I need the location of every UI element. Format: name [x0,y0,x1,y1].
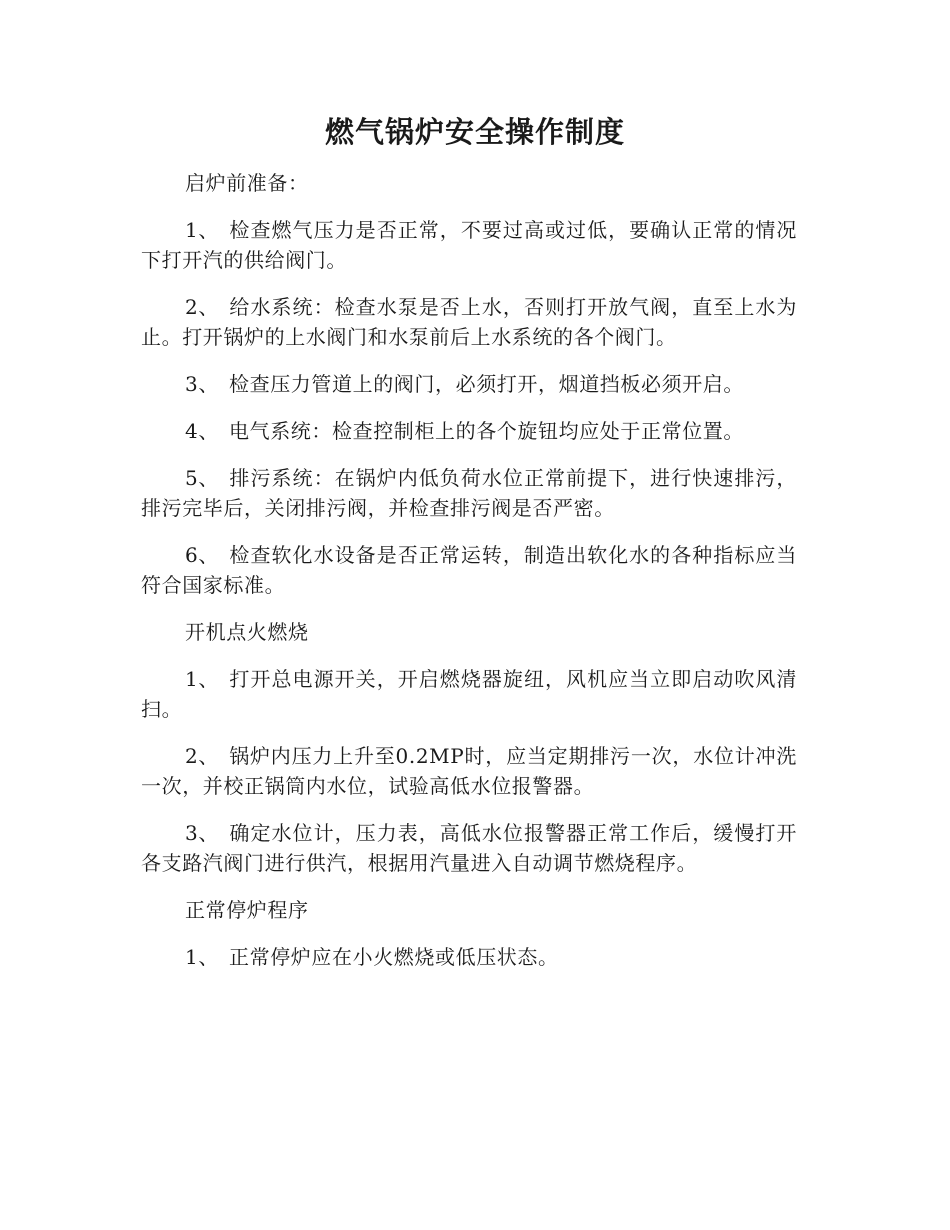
item-text: 锅炉内压力上升至0.2MP时，应当定期排污一次，水位计冲洗一次，并校正锅筒内水位，试验高低水位报警器。 [141,744,797,798]
item-text: 检查燃气压力是否正常，不要过高或过低，要确认正常的情况下打开汽的供给阀门。 [141,218,797,272]
list-item [141,416,797,446]
item-number: 2、 [185,295,219,319]
list-item [141,741,797,801]
item-number: 1、 [185,945,219,969]
item-number: 1、 [185,667,219,691]
section-heading: 正常停炉程序 [185,898,309,922]
item-number: 6、 [185,543,219,567]
list-item [141,818,797,878]
list-item [141,292,797,352]
item-number: 4、 [185,419,219,443]
item-number: 5、 [185,466,219,490]
list-item [141,215,797,275]
item-number: 1、 [185,218,219,242]
item-number: 2、 [185,744,219,768]
list-item [141,369,797,399]
list-item [141,664,797,724]
item-number: 3、 [185,372,219,396]
item-text: 检查软化水设备是否正常运转，制造出软化水的各种指标应当符合国家标准。 [141,543,797,597]
item-text: 电气系统：检查控制柜上的各个旋钮均应处于正常位置。 [229,419,744,443]
list-item [141,942,797,972]
list-item [141,540,797,600]
section-heading: 启炉前准备： [185,171,309,195]
item-text: 正常停炉应在小火燃烧或低压状态。 [229,945,559,969]
item-text: 检查压力管道上的阀门，必须打开，烟道挡板必须开启。 [229,372,744,396]
section-heading: 开机点火燃烧 [185,620,309,644]
document-body [141,168,797,989]
document-title: 燃气锅炉安全操作制度 [324,115,625,149]
item-text: 排污系统：在锅炉内低负荷水位正常前提下，进行快速排污，排污完毕后，关闭排污阀，并检查排污阀是否严密。 [141,466,797,520]
item-number: 3、 [185,821,219,845]
item-text: 给水系统：检查水泵是否上水，否则打开放气阀，直至上水为止。打开锅炉的上水阀门和水泵前后上水系统的各个阀门。 [141,295,797,349]
item-text: 打开总电源开关，开启燃烧器旋纽，风机应当立即启动吹风清扫。 [141,667,797,721]
item-text: 确定水位计，压力表，高低水位报警器正常工作后，缓慢打开各支路汽阀门进行供汽，根据用汽量进入自动调节燃烧程序。 [141,821,797,875]
list-item [141,463,797,523]
